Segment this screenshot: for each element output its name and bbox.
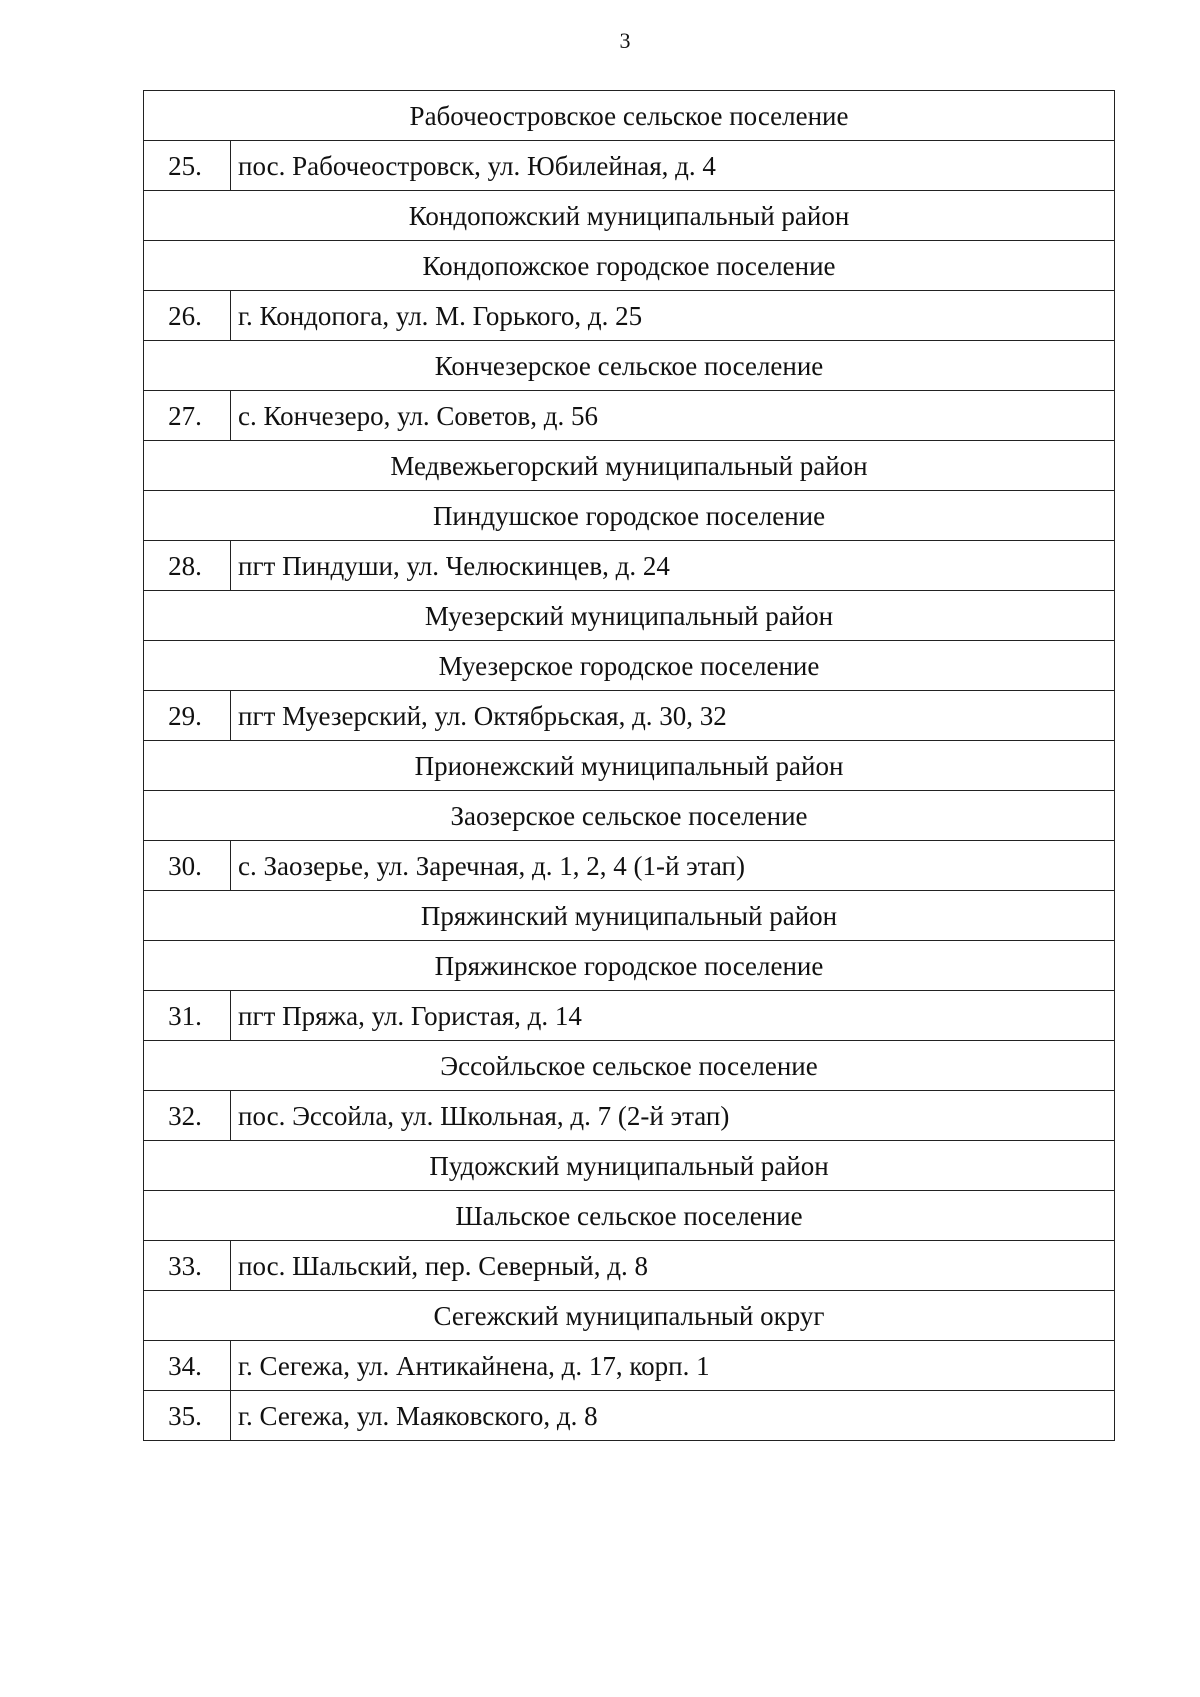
section-heading: Прионежский муниципальный район [144,741,1115,791]
row-number: 32. [144,1091,231,1141]
table-row [144,391,1115,441]
section-heading-row [144,941,1115,991]
address-table [143,90,1115,1441]
table-row [144,541,1115,591]
section-heading-row [144,441,1115,491]
table-row [144,1241,1115,1291]
section-heading: Кондопожское городское поселение [144,241,1115,291]
section-heading-row [144,1141,1115,1191]
section-heading: Кончезерское сельское поселение [144,341,1115,391]
section-heading: Кондопожский муниципальный район [144,191,1115,241]
table-row [144,1091,1115,1141]
section-heading: Заозерское сельское поселение [144,791,1115,841]
row-number: 35. [144,1391,231,1441]
section-heading-row [144,341,1115,391]
section-heading: Пудожский муниципальный район [144,1141,1115,1191]
section-heading-row [144,191,1115,241]
row-number: 34. [144,1341,231,1391]
address-cell: пос. Рабочеостровск, ул. Юбилейная, д. 4 [231,141,1115,191]
row-number: 28. [144,541,231,591]
address-table-body [144,91,1115,1441]
table-row [144,1391,1115,1441]
table-row [144,991,1115,1041]
section-heading: Муезерское городское поселение [144,641,1115,691]
section-heading-row [144,491,1115,541]
address-cell: пгт Муезерский, ул. Октябрьская, д. 30, 32 [231,691,1115,741]
table-row [144,691,1115,741]
table-row [144,1341,1115,1391]
table-row [144,841,1115,891]
address-cell: г. Сегежа, ул. Антикайнена, д. 17, корп. 1 [231,1341,1115,1391]
address-cell: пос. Эссойла, ул. Школьная, д. 7 (2-й этап) [231,1091,1115,1141]
section-heading: Медвежьегорский муниципальный район [144,441,1115,491]
section-heading: Пиндушское городское поселение [144,491,1115,541]
section-heading: Эссойльское сельское поселение [144,1041,1115,1091]
section-heading-row [144,1041,1115,1091]
section-heading-row [144,241,1115,291]
section-heading-row [144,591,1115,641]
section-heading: Рабочеостровское сельское поселение [144,91,1115,141]
table-row [144,291,1115,341]
section-heading: Пряжинское городское поселение [144,941,1115,991]
section-heading: Пряжинский муниципальный район [144,891,1115,941]
section-heading-row [144,641,1115,691]
section-heading-row [144,891,1115,941]
section-heading: Сегежский муниципальный округ [144,1291,1115,1341]
address-cell: г. Сегежа, ул. Маяковского, д. 8 [231,1391,1115,1441]
row-number: 25. [144,141,231,191]
row-number: 33. [144,1241,231,1291]
table-row [144,141,1115,191]
row-number: 30. [144,841,231,891]
address-cell: с. Кончезеро, ул. Советов, д. 56 [231,391,1115,441]
row-number: 29. [144,691,231,741]
page-number: 3 [619,28,631,53]
row-number: 26. [144,291,231,341]
address-cell: пгт Пряжа, ул. Гористая, д. 14 [231,991,1115,1041]
section-heading-row [144,91,1115,141]
row-number: 27. [144,391,231,441]
section-heading-row [144,1191,1115,1241]
row-number: 31. [144,991,231,1041]
section-heading-row [144,1291,1115,1341]
section-heading-row [144,791,1115,841]
section-heading-row [144,741,1115,791]
address-cell: г. Кондопога, ул. М. Горького, д. 25 [231,291,1115,341]
section-heading: Муезерский муниципальный район [144,591,1115,641]
address-cell: пос. Шальский, пер. Северный, д. 8 [231,1241,1115,1291]
address-cell: с. Заозерье, ул. Заречная, д. 1, 2, 4 (1-й этап) [231,841,1115,891]
address-cell: пгт Пиндуши, ул. Челюскинцев, д. 24 [231,541,1115,591]
section-heading: Шальское сельское поселение [144,1191,1115,1241]
